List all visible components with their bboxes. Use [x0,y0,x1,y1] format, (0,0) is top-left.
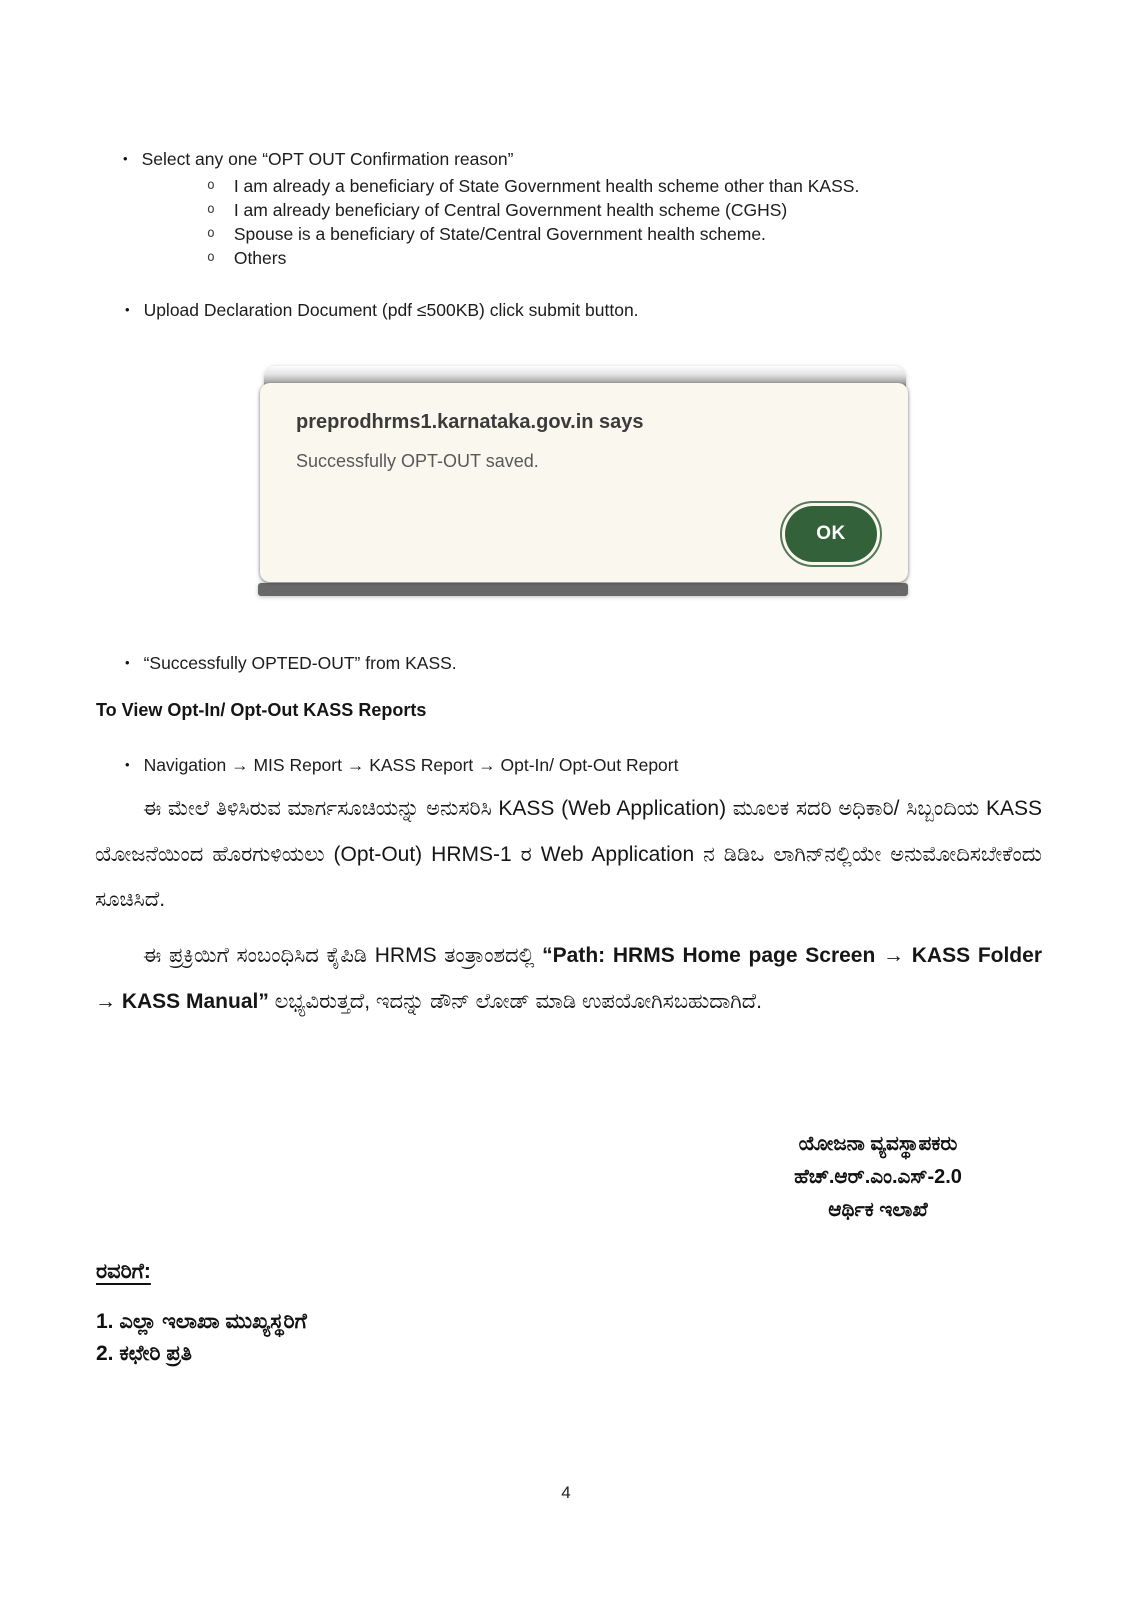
alert-dialog [260,383,908,582]
navigation-path-row [125,752,1025,778]
bullet-icon: • [125,757,130,772]
navigation-path-text: Navigation → MIS Report → KASS Report → Opt-In/ Opt-Out Report [143,755,679,775]
bullet-icon: • [125,302,130,317]
circle-bullet-icon: o [207,178,215,193]
reason-text: Others [233,248,287,268]
reason-text: I am already beneficiary of Central Government health scheme (CGHS) [233,200,788,220]
dialog-message: Successfully OPT-OUT saved. [296,451,539,471]
circle-bullet-icon: o [207,226,215,241]
upload-note-row [125,297,1025,323]
reason-text: I am already a beneficiary of State Government health scheme other than KASS. [233,176,860,196]
select-reason-text: Select any one “OPT OUT Confirmation reason” [141,149,514,169]
window-bottom-edge [258,583,908,596]
kannada-paragraph-2-post: ಲಭ್ಯವಿರುತ್ತದೆ, ಇದನ್ನು ಡೌನ್ ಲೋಡ್ ಮಾಡಿ ಉಪಯೋಗಿಸಬಹುದಾಗಿದೆ. [268,989,762,1013]
dialog-title: preprodhrms1.karnataka.gov.in says [296,411,644,433]
page-number: 4 [561,1483,571,1502]
addressee-item: 1. ಎಲ್ಲಾ ಇಲಾಖಾ ಮುಖ್ಯಸ್ಥರಿಗೆ [96,1310,307,1333]
opted-out-text: “Successfully OPTED-OUT” from KASS. [143,653,457,673]
addressees-heading: ರವರಿಗೆ: [96,1260,151,1283]
bullet-icon: • [123,151,128,166]
circle-bullet-icon: o [207,250,215,265]
signature-designation: ಯೋಜನಾ ವ್ಯವಸ್ಥಾಪಕರು [798,1133,958,1155]
reason-item [207,198,1023,222]
kannada-paragraph-2 [95,933,1042,1024]
addressee-item: 2. ಕಛೇರಿ ಪ್ರತಿ [96,1342,192,1365]
ok-button-label: OK [785,506,877,562]
reason-list [207,174,1023,270]
signature-system: ಹೆಚ್.ಆರ್.ಎಂ.ಎಸ್-2.0 [794,1166,962,1188]
reason-text: Spouse is a beneficiary of State/Central Government health scheme. [233,224,766,244]
upload-note-text: Upload Declaration Document (pdf ≤500KB) click submit button. [143,300,639,320]
optout-reason-section [123,146,1023,270]
addressees-list [96,1306,307,1370]
circle-bullet-icon: o [207,202,215,217]
alert-dialog-screenshot [258,363,908,596]
reason-item [207,222,1023,246]
select-reason-row [123,146,1023,172]
kannada-paragraph-2-pre: ಈ ಪ್ರಕ್ರಿಯಿಗೆ ಸಂಬಂಧಿಸಿದ ಕೈಪಿಡಿ HRMS ತಂತ್ರಾಂಶದಲ್ಲಿ [143,944,543,967]
reports-section-heading: To View Opt-In/ Opt-Out KASS Reports [96,700,427,720]
signature-block [703,1128,1053,1227]
hrms-path-bold-text: “Path: HRMS Home page Screen → KASS Folder → KASS Manual” [95,944,1042,1013]
opted-out-row [125,650,1025,676]
ok-button[interactable] [780,501,882,567]
reason-item [207,246,1023,270]
signature-department: ಆರ್ಥಿಕ ಇಲಾಖೆ [828,1199,928,1221]
kannada-paragraph-1: ಈ ಮೇಲೆ ತಿಳಿಸಿರುವ ಮಾರ್ಗಸೂಚಿಯನ್ನು ಅನುಸರಿಸಿ KASS (Web Application) ಮೂಲಕ ಸದರಿ ಅಧಿಕಾರಿ/ ಸಿಬ್ಬಂದಿಯ KASS ಯೋಜನೆಯಿಂದ ಹೊರಗುಳಿಯಲು (Opt-Out) HRMS-1 ರ Web Application ನ ಡಿಡಿಒ ಲಾಗಿನ್‌ನಲ್ಲಿಯೇ ಅನುಮೋದಿಸಬೇಕೆಂದು ಸೂಚಿಸಿದೆ. [95,797,1042,911]
reason-item [207,174,1023,198]
bullet-icon: • [125,655,130,670]
